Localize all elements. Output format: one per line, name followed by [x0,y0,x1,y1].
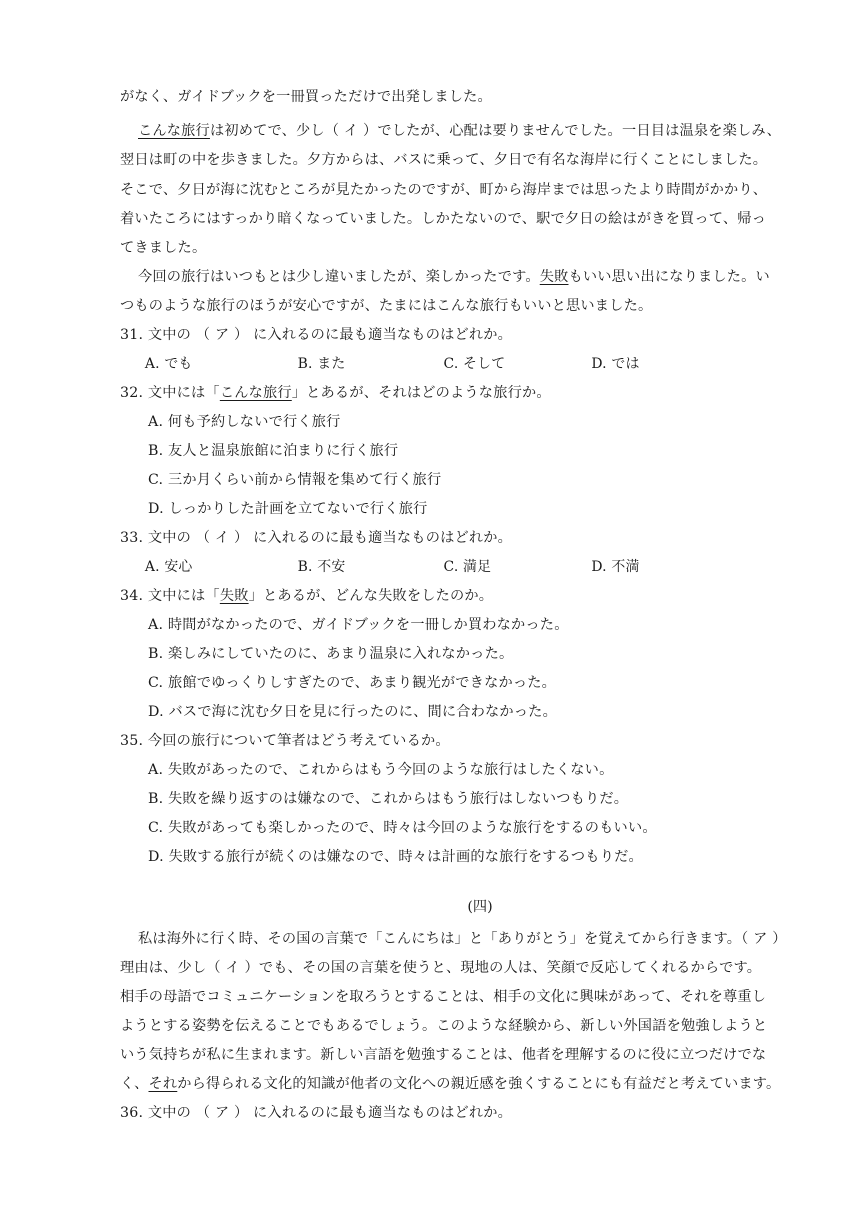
underlined-phrase: それ [148,1076,178,1092]
option-d: D. 不満 [591,559,640,575]
passage-line: ようとする姿勢を伝えることでもあるでしょう。このような経験から、新しい外国語を勉強しようと [120,1018,768,1034]
underlined-phrase: こんな旅行 [138,123,210,139]
question-34-stem: 34. 文中には「失敗」とあるが、どんな失敗をしたのか。 [120,588,494,604]
passage-line: 相手の母語でコミュニケーションを取ろうとすることは、相手の文化に興味があって、それを尊重し [120,989,767,1005]
passage-line: 翌日は町の中を歩きました。夕方からは、バスに乗って、夕日で有名な海岸に行くことにしました。 [120,152,768,168]
option-c: C. そして [443,356,506,372]
passage-line: てきました。 [120,240,207,256]
passage-line: 理由は、少し（ イ ）でも、その国の言葉を使うと、現地の人は、笑顔で反応してくれるからです。 [120,960,762,976]
section-heading: (四) [467,899,493,915]
option-a: A. 何も予約しないで行く旅行 [148,414,341,430]
option-b: B. 友人と温泉旅館に泊まりに行く旅行 [148,443,399,459]
passage-line: く、それから得られる文化的知識が他者の文化への親近感を強くすることにも有益だと考えています。 [120,1076,781,1092]
underlined-phrase: 失敗 [539,269,569,285]
question-35-stem: 35. 今回の旅行について筆者はどう考えているか。 [120,733,450,749]
option-d: D. バスで海に沈む夕日を見に行ったのに、間に合わなかった。 [148,704,557,720]
option-d: D. 失敗する旅行が続くのは嫌なので、時々は計画的な旅行をするつもりだ。 [148,849,643,865]
option-b: B. 失敗を繰り返すのは嫌なので、これからはもう旅行はしないつもりだ。 [148,791,629,807]
option-d: D. しっかりした計画を立てないで行く旅行 [148,501,428,517]
option-a: A. でも [144,356,193,372]
passage-line: 今回の旅行はいつもとは少し違いましたが、楽しかったです。失敗もいい思い出になりました。い [138,269,770,285]
option-a: A. 失敗があったので、これからはもう今回のような旅行はしたくない。 [148,762,614,778]
option-b: B. 不安 [297,559,346,575]
option-a: A. 時間がなかったので、ガイドブックを一冊しか買わなかった。 [148,617,569,633]
option-a: A. 安心 [144,559,193,575]
option-c: C. 失敗があっても楽しかったので、時々は今回のような旅行をするのもいい。 [148,820,657,836]
underlined-phrase: 失敗 [219,588,249,604]
passage-line: いう気持ちが私に生まれます。新しい言語を勉強することは、他者を理解するのに役に立つだけでな [120,1047,767,1063]
passage-line: がなく、ガイドブックを一冊買っただけで出発しました。 [120,89,492,105]
question-36-stem: 36. 文中の （ ア ） に入れるのに最も適当なものはどれか。 [120,1105,513,1121]
passage-line: 私は海外に行く時、その国の言葉で「こんにちは」と「ありがとう」を覚えてから行きます。（ ア ） [138,931,787,947]
option-c: C. 三か月くらい前から情報を集めて行く旅行 [148,472,442,488]
option-c: C. 旅館でゆっくりしすぎたので、あまり観光ができなかった。 [148,675,557,691]
question-33-stem: 33. 文中の （ イ ） に入れるのに最も適当なものはどれか。 [120,530,513,546]
option-d: D. では [591,356,640,372]
underlined-phrase: こんな旅行 [219,385,292,401]
option-b: B. 楽しみにしていたのに、あまり温泉に入れなかった。 [148,646,514,662]
passage-line: 着いたころにはすっかり暗くなっていました。しかたないので、駅で夕日の絵はがきを買って、帰っ [120,211,767,227]
option-b: B. また [297,356,346,372]
passage-line: こんな旅行は初めてで、少し（ イ ）でしたが、心配は要りませんでした。一日目は温泉を楽しみ、 [138,123,782,139]
question-31-stem: 31. 文中の （ ア ） に入れるのに最も適当なものはどれか。 [120,327,513,343]
passage-line: そこで、夕日が海に沈むところが見たかったのですが、町から海岸までは思ったより時間がかかり、 [120,182,768,198]
passage-line: つものような旅行のほうが安心ですが、たまにはこんな旅行もいいと思いました。 [120,298,653,314]
option-c: C. 満足 [443,559,492,575]
question-32-stem: 32. 文中には「こんな旅行」とあるが、それはどのような旅行か。 [120,385,551,401]
